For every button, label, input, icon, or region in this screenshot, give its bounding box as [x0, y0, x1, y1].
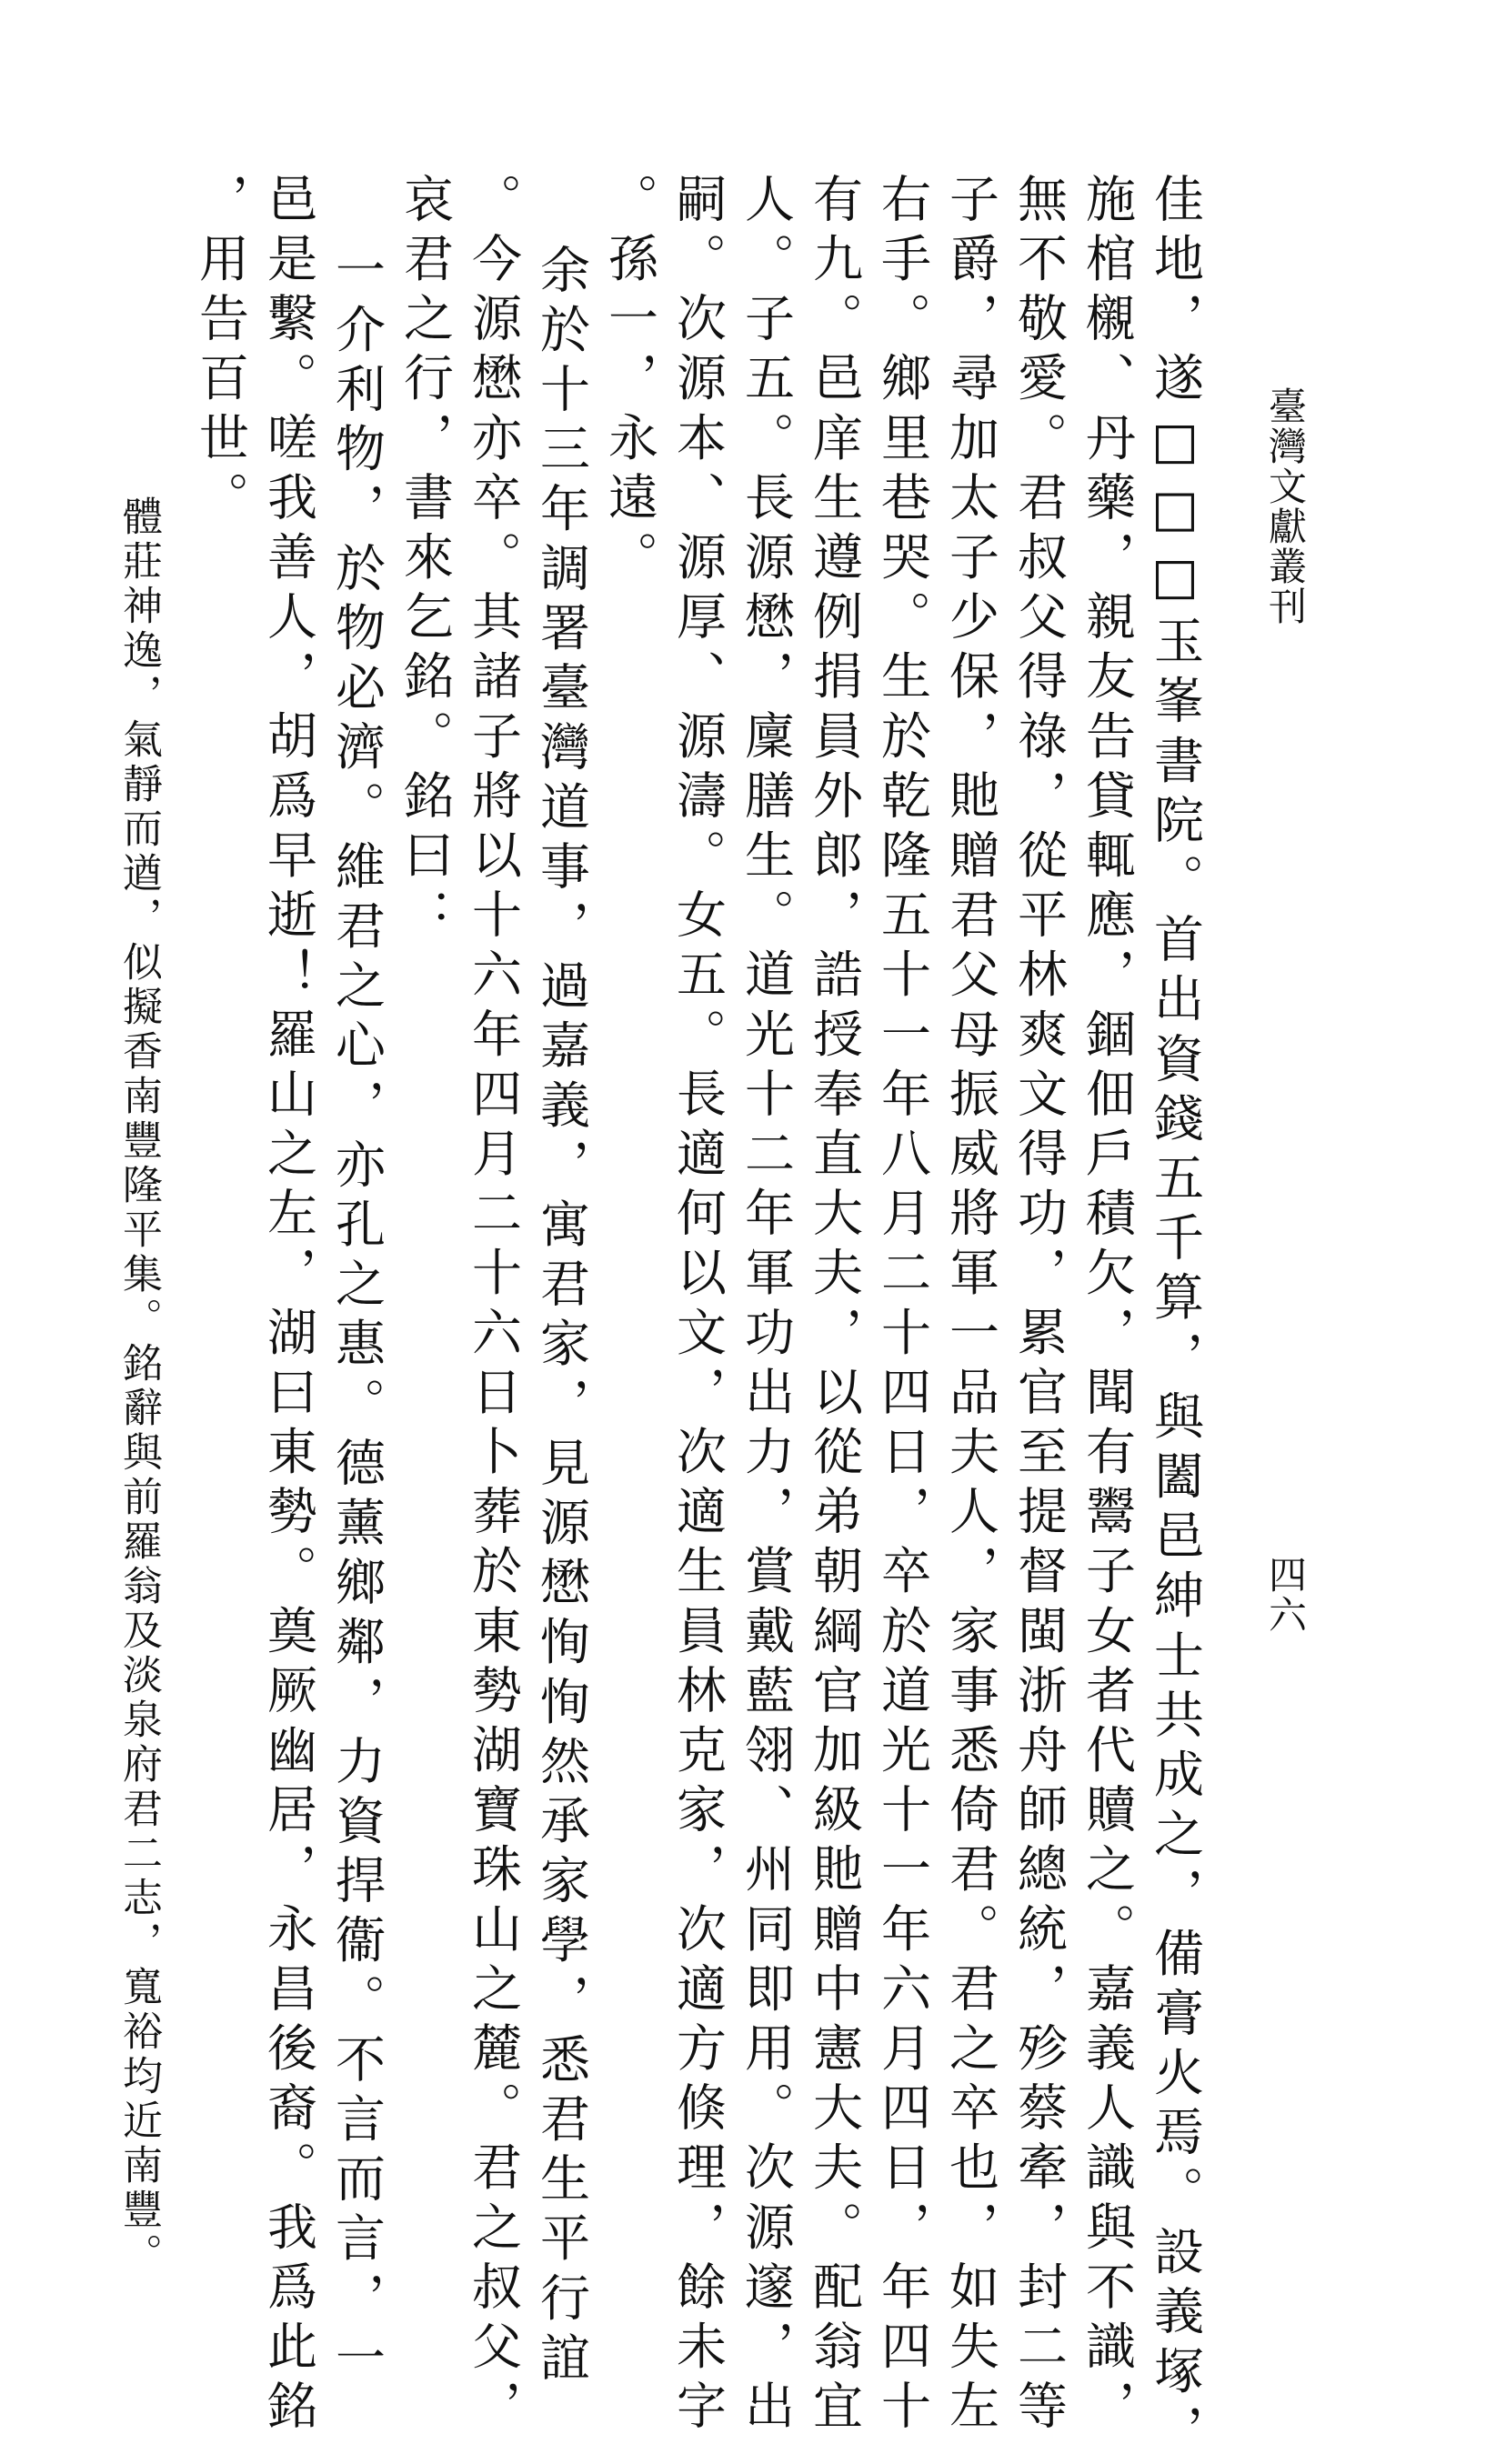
text-column-8: 嗣。次源本、源厚、源濤。女五。長適何以文，次適生員林克家，次適方倏理，餘未字	[668, 173, 727, 2439]
text-column-2: 施棺櫬、丹藥，親友告貸輒應，錮佃戶積欠，聞有鬻子女者代贖之。嘉義人識與不識，	[1078, 173, 1136, 2439]
text-column-9: 。孫一，永遠。	[600, 173, 658, 591]
text-column-5: 右手。鄉里巷哭。生於乾隆五十一年八月二十四日，卒於道光十一年六月四日，年四十	[873, 173, 931, 2439]
page-number: 四六	[1263, 1555, 1308, 1635]
text-column-3: 無不敬愛。君叔父得祿，從平林爽文得功，累官至提督閩浙舟師總統，殄蔡牽，封二等	[1009, 173, 1068, 2439]
running-head-title: 臺灣文獻叢刊	[1263, 386, 1308, 626]
commentary-note: 體莊神逸，氣靜而遒，似擬香南豐隆平集。銘辭與前羅翁及淡泉府君二志，寬裕均近南豐。	[115, 496, 162, 2278]
text-column-1: 佳地，遂□□□玉峯書院。首出資錢五千算，與闔邑紳士共成之，備膏火焉。設義塚，	[1146, 173, 1204, 2464]
text-column-6: 有九。邑庠生遵例捐員外郎，誥授奉直大夫，以從弟朝綱官加級貤贈中憲大夫。配翁宜	[805, 173, 863, 2439]
text-column-10: 余於十三年調署臺灣道事，過嘉義，寓君家，見源懋恂恂然承家學，悉君生平行誼	[532, 244, 590, 2391]
text-column-14: 邑是繫。嗟我善人，胡爲早逝！羅山之左，湖曰東勢。奠厥幽居，永昌後裔。我爲此銘	[259, 173, 317, 2439]
text-column-11: 。今源懋亦卒。其諸子將以十六年四月二十六日卜葬於東勢湖寶珠山之麓。君之叔父，	[464, 173, 522, 2439]
text-column-13: 一介利物，於物必濟。維君之心，亦孔之惠。德薰鄉鄰，力資捍衞。不言而言，一	[327, 244, 386, 2391]
text-column-4: 子爵，尋加太子少保，貤贈君父母振威將軍一品夫人，家事悉倚君。君之卒也，如失左	[941, 173, 999, 2439]
text-column-15: ，用告百世。	[191, 173, 249, 531]
text-column-12: 哀君之行，書來乞銘。銘曰：	[396, 173, 454, 948]
text-column-7: 人。子五。長源懋，廩膳生。道光十二年軍功出力，賞戴藍翎、州同即用。次源邃，出	[737, 173, 795, 2439]
